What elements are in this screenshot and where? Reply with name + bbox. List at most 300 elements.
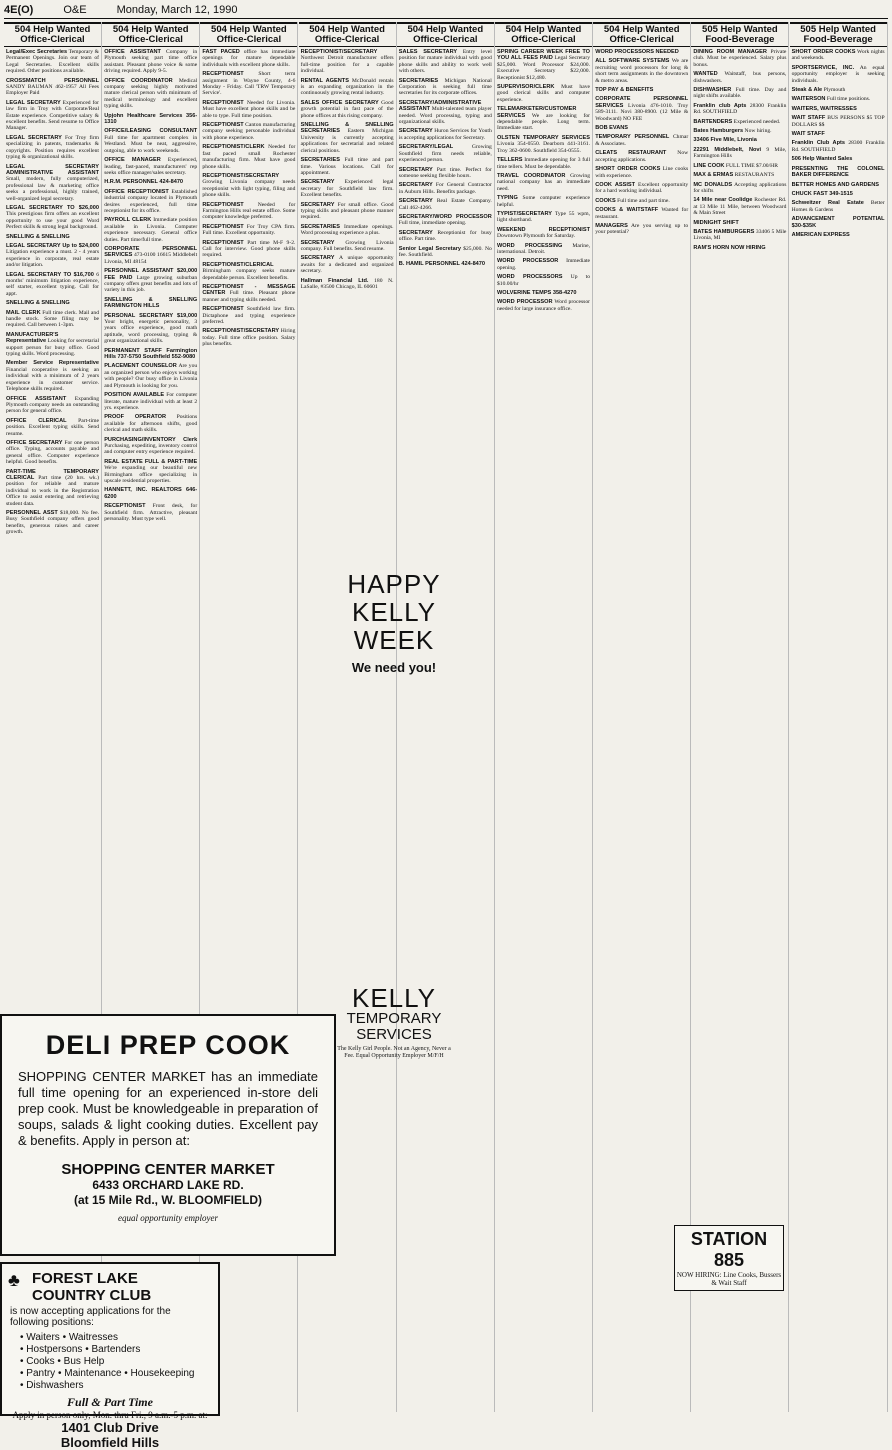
classified-ad [792, 49, 885, 62]
station-text: NOW HIRING: Line Cooks, Bussers & Wait Staff [676, 1271, 782, 1287]
column-heading: 504 Help Wanted Office-Clerical [200, 22, 297, 47]
ad-heading: 506 Help Wanted Sales [791, 156, 853, 163]
masthead [4, 2, 888, 19]
ad-heading: TYPIST/SECRETARY [497, 210, 553, 217]
ad-body: Real Estate Company. Call 462-4266. [398, 198, 492, 211]
forest-city: Bloomfield Hills [60, 1435, 160, 1450]
ad-heading: SHORT ORDER COOKS [595, 166, 661, 173]
classified-ad [301, 78, 394, 97]
classified-ad [595, 223, 688, 236]
classified-ad [595, 58, 688, 84]
ad-body: Experienced needed. [733, 118, 781, 125]
ad-body: We're expanding our beautiful new Birmingham office specializing in upscale residential properties. [104, 465, 198, 484]
ad-heading: SALES OFFICE SECRETARY [300, 99, 379, 106]
ad-body: Needed for fast paced small Rochester manufacturing firm. Must have good phone skills. [202, 144, 296, 170]
ad-body: Waitstaff, bus persons, dishwashers. [693, 71, 787, 84]
classified-ad [202, 328, 295, 347]
ad-body: Growing Southfield firm needs reliable, experienced person. [398, 144, 492, 164]
classified-ad [693, 197, 786, 216]
classified-ad [792, 216, 885, 229]
classified-column [495, 22, 593, 1412]
ad-body: Needed for Livonia. Must have excellent phone skills and be able to type. Full time position. [202, 99, 296, 119]
classified-ad [6, 272, 99, 298]
ad-heading: PERSONNEL ASSISTANT $20,000 FEE PAID [104, 268, 198, 281]
ad-body: Experienced for law firm in Troy with Corporate/Real Estate experience. Competitive salary & excellent benefits. Send resume to Office Manager. [6, 99, 99, 132]
ad-heading: SECRETARY [398, 198, 433, 205]
ad-body: Line cooks with experience. [595, 166, 689, 179]
ad-heading: TYPING [497, 195, 518, 202]
ad-heading: WAITERSON [791, 96, 826, 103]
ad-heading: RECEPTIONIST [202, 99, 244, 106]
classified-ad [6, 360, 99, 392]
ad-body: Growing national company has an immediate need. [497, 172, 590, 192]
ad-body: For Troy CPA firm. Full time. Excellent opportunity. [202, 223, 296, 237]
ad-body: Receptionist for busy office. Part time. [398, 229, 492, 243]
paper-name: O&E [63, 4, 87, 16]
ad-body: Are you an organized person who enjoys working with people? Our busy office in Livonia and Plymouth is looking for you. [104, 363, 198, 389]
classified-ad [104, 128, 197, 154]
ad-heading: RECEPTIONIST/SECRETARY [202, 172, 280, 179]
ad-body: 9 Mile, Farmington Hills [693, 146, 787, 160]
ad-body: Experienced legal secretary for Southfield law firm. Excellent benefits. [300, 179, 394, 199]
classified-ad [6, 332, 99, 358]
column-heading: 504 Help Wanted Office-Clerical [495, 22, 592, 47]
ad-heading: LEGAL SECRETARY Up to $24,000 [6, 242, 99, 249]
ad-heading: OFFICE CLERICAL [6, 417, 67, 424]
forest-title: FOREST LAKE COUNTRY CLUB [32, 1270, 152, 1304]
classified-ad [301, 157, 394, 176]
ad-body: Full time and part time. [617, 197, 670, 204]
ad-body: Growing Livonia company needs receptionist with light typing, filing and phone skills. [202, 179, 296, 199]
ad-heading: BETTER HOMES AND GARDENS [791, 181, 880, 188]
ad-body: FULL TIME $7.00/HR [725, 162, 778, 169]
classified-ad [104, 503, 197, 522]
classified-ad [104, 348, 197, 361]
classified-ad [792, 191, 885, 197]
ad-heading: HANNETT, INC. REALTORS 646-6200 [104, 487, 198, 500]
ad-body: For Troy firm specializing in patents, trademarks & copyrights. Position requires excellent typing & organizational skills. [6, 134, 99, 161]
classified-ad [693, 229, 786, 242]
ad-heading: Franklin club Apts [693, 102, 747, 109]
ad-body: Immediate openings. Word processing experience a plus. [300, 223, 394, 237]
ad-heading: B. HAMIL PERSONNEL 424-8470 [398, 261, 486, 268]
forest-sub: is now accepting applications for the following positions: [10, 1306, 171, 1328]
classified-ad [497, 274, 590, 287]
ad-body: Huron Services for Youth is accepting applications for Secretary. [398, 128, 492, 141]
ad-body: Immediate opening for 3 full time tellers. Must be dependable. [497, 157, 590, 170]
classified-ad [693, 119, 786, 125]
ad-heading: REAL ESTATE FULL & PART-TIME [104, 458, 198, 465]
classified-ad [792, 87, 885, 93]
forest-fulltime: Full & Part Time [67, 1395, 153, 1409]
kelly-need: We need you! [351, 660, 437, 675]
ad-body: Looking for secretarial support person for busy office. Good typing skills. Word processing. [6, 338, 99, 358]
ad-heading: Senior Legal Secretary [398, 245, 461, 252]
classified-ad [6, 78, 99, 97]
classified-ad [693, 147, 786, 160]
classified-ad [104, 268, 197, 294]
station-885-ad [674, 1225, 784, 1291]
ad-heading: TELEMARKETER/CUSTOMER SERVICES [497, 106, 577, 119]
ad-body: A unique opportunity awaits for a dedicated and organized secretary. [300, 255, 394, 275]
ad-body: For small office. Good typing skills and pleasant phone manner required. [300, 201, 394, 221]
ad-body: McDonald rentals is an expanding organization in the continuously growing rental industry. [300, 77, 394, 97]
classified-ad [595, 207, 688, 220]
ad-heading: PURCHASING/INVENTORY Clerk [104, 436, 198, 443]
ad-heading: DINING ROOM MANAGER [693, 49, 767, 55]
ad-body: Type 55 wpm, light shorthand. [497, 210, 590, 224]
classified-ad [497, 157, 590, 170]
ad-body: office has immediate openings for mature dependable individuals with excellent phone skills. [202, 49, 296, 68]
ad-heading: WORD PROCESSORS NEEDED [595, 49, 679, 55]
ad-heading: SUPERVISOR/CLERK [497, 84, 555, 91]
kelly2-line2: TEMPORARY [346, 1010, 442, 1027]
classified-ad [792, 182, 885, 188]
happy-kelly-week-ad [332, 570, 456, 720]
classified-ad [497, 195, 590, 208]
ad-body: Private club. Must be experienced. Salary plus bonus. [693, 49, 787, 68]
ad-heading: SECRETARY/WORD PROCESSOR [398, 213, 492, 220]
classified-ad [693, 87, 786, 100]
ad-heading: RECEPTIONIST [202, 201, 244, 208]
ad-heading: OFFICE ASSISTANT [6, 395, 67, 402]
ad-body: Multi-talented team player needed. Word processing, typing and organizational skills. [398, 106, 492, 126]
ad-heading: OFFICE ASSISTANT [104, 49, 161, 55]
classified-ad [693, 245, 786, 251]
classified-ad [202, 240, 295, 259]
classified-ad [104, 363, 197, 389]
ad-body: 180 N. LaSalle, #3500 Chicago, IL 60601 [300, 277, 394, 290]
ad-heading: RECEPTIONIST [104, 503, 146, 510]
ad-heading: RENTAL AGENTS [300, 77, 349, 84]
ad-body: Birmingham company seeks mature dependable person. Excellent benefits. [202, 268, 296, 281]
ad-body: We are looking for dependable people. Long term. Immediate start. [497, 112, 590, 132]
classified-ad [104, 49, 197, 75]
forest-lake-ad [0, 1262, 220, 1450]
classified-ad [104, 217, 197, 243]
ad-body: Now accepting applications. [595, 150, 689, 163]
classified-ad [301, 179, 394, 198]
classified-ad [595, 96, 688, 122]
ad-heading: WOLVERINE TEMPS 358-4270 [497, 290, 577, 296]
ad-body: Better Homes & Gardens [791, 200, 885, 213]
list-item: • Cooks • Bus Help [20, 1356, 105, 1367]
ad-heading: MIDNIGHT SHIFT [693, 219, 739, 226]
ad-body: Word processor needed for large insurance office. [497, 299, 590, 312]
ad-body: Plymouth [823, 87, 846, 94]
classified-ad [399, 128, 492, 141]
classified-ad [693, 128, 786, 134]
ad-heading: PAYROLL CLERK [104, 217, 152, 224]
ad-heading: RECEPTIONIST/CLERICAL [202, 261, 274, 268]
classified-ad [104, 392, 197, 411]
classified-ad [497, 290, 590, 296]
column-heading: 505 Help Wanted Food-Beverage [691, 22, 788, 47]
ad-body: Full time positions. [826, 96, 871, 103]
ad-body: Purchasing, expediting, inventory control and computer entry experience required. [104, 442, 198, 456]
ad-heading: WORD PROCESSORS [497, 274, 563, 281]
classified-ad [497, 243, 590, 256]
ad-heading: Bates Hamburgers [693, 128, 744, 135]
classified-ad [792, 166, 885, 179]
deli-prep-cook-ad [0, 1014, 336, 1256]
classified-ad [595, 134, 688, 147]
ad-heading: AMERICAN EXPRESS [791, 231, 850, 238]
classified-ad [399, 144, 492, 163]
ad-body: Work nights and weekends. [791, 49, 885, 62]
ad-heading: SECRETARY [300, 201, 335, 208]
classified-ad [399, 100, 492, 126]
ad-heading: OFFICE SECRETARY [6, 439, 63, 446]
ad-body: Livonia 476-1010. Troy 589-3111. Novi 380-8900. (12 Mile & Woodward) NO FEE [595, 102, 689, 122]
list-item: • Pantry • Maintenance • Housekeeping [20, 1368, 195, 1379]
classified-ad [6, 243, 99, 269]
ad-heading: BARTENDERS [693, 118, 733, 125]
list-item: • Waiters • Waitresses [20, 1332, 118, 1343]
ad-body: Full time clerk. Mail and handle stock. Some filing may be required. Call between 1-3pm. [6, 309, 100, 329]
classified-ad [497, 299, 590, 312]
ad-body: Front desk, for Southfield firm. Attractive, pleasant personality. Must type well. [104, 503, 198, 522]
ad-heading: Steak & Ale [791, 87, 823, 94]
ad-heading: MANAGERS [595, 222, 628, 229]
list-item: • Hostpersons • Bartenders [20, 1344, 141, 1355]
ad-heading: OFFICE/LEASING CONSULTANT [104, 128, 198, 135]
ad-heading: RECEPTIONIST [202, 71, 244, 78]
classified-ad [6, 135, 99, 161]
ad-heading: SNELLING & SNELLING [6, 300, 70, 307]
ad-heading: LEGAL SECRETARY TO $16,700 [6, 271, 94, 278]
ad-heading: ADVANCEMENT POTENTIAL $30-$35K [791, 216, 885, 229]
ad-body: Up to $10.00/hr [497, 274, 590, 287]
deli-store: SHOPPING CENTER MARKET [61, 1161, 275, 1178]
ad-body: Southfield law firm. Dictaphone and typing experience preferred. [202, 306, 296, 326]
ad-body: Growing Livonia company. Full benefits. Send resume. [300, 239, 394, 252]
ad-body: This prestigious firm offers an excellent opportunity to use your good Word Perfect skills & strong legal background. [6, 211, 99, 231]
ad-body: Part time. Perfect for someone seeking flexible hours. [398, 166, 492, 179]
ad-body: Are you serving up to your potential? [595, 222, 689, 236]
ad-heading: WORD PROCESSOR [497, 258, 559, 265]
ad-body: Medical company seeking highly motivated mature clerical person with minimum of medical terminology and excellent typing skills. [104, 77, 198, 110]
forest-apply: Apply in person only, Mon. thru Fri., 9 a.m.-5 p.m. at: [12, 1410, 208, 1420]
ad-body: Large growing suburban company offers great benefits and lots of variety in this job. [104, 274, 198, 294]
classified-ad [202, 306, 295, 325]
classified-ad [497, 84, 590, 103]
column-heading: 504 Help Wanted Office-Clerical [4, 22, 101, 47]
ad-heading: SPRING CAREER WEEK FREE TO YOU ALL FEES PAID [497, 49, 590, 62]
ad-body: For computer literate, mature individual with at least 2 yrs. experience. [104, 392, 198, 411]
classified-ad [301, 224, 394, 237]
classified-ad [399, 198, 492, 211]
ad-heading: SECRETARY [300, 179, 335, 186]
classified-ad [6, 164, 99, 202]
ad-heading: PLACEMENT COUNSELOR [104, 363, 177, 370]
ad-heading: SECRETARY/ADMINISTRATIVE ASSISTANT [398, 99, 482, 113]
ad-body: Chmar & Associates. [595, 134, 689, 147]
ad-body: Some computer experience helpful. [497, 195, 590, 208]
list-item: • Dishwashers [20, 1380, 84, 1391]
ad-heading: RECEPTIONIST [202, 306, 244, 313]
ad-heading: TRAVEL COORDINATOR [497, 172, 566, 179]
classified-ad [202, 71, 295, 97]
ad-heading: RECEPTIONIST [202, 122, 244, 129]
ad-heading: OFFICE COORDINATOR [104, 77, 173, 84]
classified-ad [399, 230, 492, 243]
ad-body: Expanding Plymouth company needs an outstanding person for general office. [6, 395, 99, 415]
ad-body: Good growth potential in fast pace of the phone offices at this rising company. [300, 99, 394, 119]
classified-ad [693, 163, 786, 169]
deli-address-note: (at 15 Mile Rd., W. BLOOMFIELD) [73, 1193, 262, 1207]
kelly2-line1: KELLY [351, 983, 436, 1013]
kelly-temporary-ad [332, 985, 456, 1060]
ad-body: Part time (20 hrs. wk.) position for reliable and mature individual to work in the Registration Office to assist entering and retrieving student data. [6, 474, 99, 507]
ad-heading: SECRETARIES [300, 157, 340, 164]
ad-heading: BATES HAMBURGERS [693, 228, 755, 235]
ad-body: Northwest Detroit manufacturer offers full-time position for a capable individual. [300, 55, 394, 75]
ad-heading: PRESENTING THE COLONEL BAKER DIFFERENCE [791, 165, 885, 179]
classified-ad [693, 172, 786, 178]
ad-heading: LINE COOK [693, 162, 725, 169]
ad-heading: WAITERS, WAITRESSES [791, 105, 857, 112]
classified-ad [693, 220, 786, 226]
classified-ad [202, 49, 295, 68]
classified-ad [202, 262, 295, 281]
ad-heading: SECRETARY [398, 229, 433, 236]
classified-ad [399, 214, 492, 227]
ad-body: SANDY BAUMAN 462-1957 All Fees Employer Paid [6, 84, 99, 97]
ad-body: Part time M-F 9-2. Call for interview. Good phone skills required. [202, 239, 296, 259]
classified-ad [595, 182, 688, 195]
ad-heading: Franklin Club Apts [791, 140, 845, 147]
ad-heading: Schweitzer Real Estate [791, 200, 864, 207]
ad-heading: SECRETARY [300, 239, 335, 246]
classified-ad [792, 65, 885, 84]
kelly2-line3: SERVICES [356, 1026, 432, 1043]
ad-heading: PERSONNEL ASST [6, 510, 58, 516]
classified-ad [6, 49, 99, 75]
ad-body: Canton manufacturing company seeking personable individual with phone experience. [202, 122, 296, 141]
ad-heading: MC DONALDS [693, 181, 733, 188]
classified-ad [6, 205, 99, 231]
ad-heading: RECEPTIONIST [202, 239, 244, 246]
ad-body: BUS PERSONS $5 TOP DOLLARS $$ [791, 115, 885, 128]
classified-ad [6, 396, 99, 415]
ad-body: We are recruiting word processors for long & short term assignments in the downtown & metro areas. [595, 58, 689, 84]
ad-heading: SNELLING & SNELLING FARMINGTON HILLS [104, 296, 198, 310]
ad-heading: CHUCK FAST 349-1515 [791, 190, 853, 197]
ad-body: Small, modern, fully computerized, professional law & marketing office seeks a professional, highly trained, well-organized legal secretary. [6, 176, 99, 202]
column-heading: 504 Help Wanted Office-Clerical [397, 22, 494, 47]
column-heading: 504 Help Wanted Office-Clerical [299, 22, 396, 47]
ad-body: Must have good clerical skills and computer experience. [497, 84, 590, 103]
ad-body: For General Contractor in Auburn Hills. Benefits package. [398, 182, 492, 195]
ad-heading: WANTED [693, 71, 718, 78]
ad-body: Michigan National Corporation is seeking full time secretaries for its corporate offices. [398, 77, 492, 97]
ad-body: Full time. Pleasant phone manner and typing skills needed. [202, 290, 296, 303]
ad-heading: TOP PAY & BENEFITS [595, 87, 654, 94]
ad-body: Immediate opening. [497, 258, 590, 271]
classified-ad [6, 100, 99, 132]
classified-ad [301, 240, 394, 253]
ad-body: Excellent opportunity for a hard working individual. [595, 181, 689, 195]
ad-heading: WEEKEND RECEPTIONIST [497, 226, 590, 233]
classified-ad [104, 179, 197, 185]
classified-ad [595, 125, 688, 131]
forest-positions [20, 1332, 218, 1392]
ad-body: RESTAURANTS [734, 172, 775, 179]
ad-body: Company in Plymouth seeking part time office assistant. Pleasant phone voice & some driving required. Apply 9-5. [104, 49, 198, 75]
ad-body: $25,000. No fee. Southfield. [398, 245, 492, 258]
ad-body: Litigation experience a must. 2 - 4 years experience in corporate, real estate and/or litigation. [6, 249, 99, 269]
classified-ad [301, 202, 394, 221]
ad-heading: 22291 Middlebelt, Novi [693, 146, 762, 153]
ad-heading: BOB EVANS [595, 125, 629, 132]
classified-ad [202, 173, 295, 199]
classified-ad [301, 49, 394, 75]
classified-ad [104, 459, 197, 485]
classified-ad [104, 297, 197, 310]
kelly2-small: The Kelly Girl People. Not an Agency, Never a Fee. Equal Opportunity Employer M/F/H [337, 1046, 451, 1059]
ad-heading: POSITION AVAILABLE [104, 392, 165, 399]
ad-body: Livonia 354-0550. Dearborn 441-3161. Troy 362-0600. Southfield 354-0555. [497, 141, 590, 154]
ad-heading: RECEPTIONIST/SECRETARY [202, 328, 280, 335]
ad-heading: DISHWASHER [693, 87, 732, 94]
classified-ad [595, 198, 688, 204]
ad-body: Short term assignment in Wayne County, 4-6 Monday - Friday. Call 'TRW Temporary Service'. [202, 71, 296, 97]
ad-body: $18,000. No fee. Busy Southfield company offers good benefits, generous raises and career growth. [6, 510, 99, 536]
deli-title: DELI PREP COOK [45, 1030, 291, 1060]
ad-body: Hiring today. Full time office position. Salary plus benefits. [202, 328, 296, 348]
classified-ad [6, 440, 99, 466]
ad-heading: SECRETARY [300, 255, 335, 262]
ad-heading: SECRETARIES [300, 223, 340, 230]
forest-address: 1401 Club Drive [61, 1420, 159, 1435]
ad-heading: PERMANENT STAFF Farmington Hills 737-5750 Southfield 552-9080 [104, 347, 198, 361]
classified-ad [399, 182, 492, 195]
ad-body: Experienced, leading, fast-paced, manufacturers' rep seeks office manager/sales secretary. [104, 157, 198, 176]
ad-heading: WORD PROCESSOR [497, 299, 553, 306]
ad-heading: MAX & ERMAS [693, 172, 734, 179]
classified-ad [693, 137, 786, 143]
ad-heading: SALES SECRETARY [398, 49, 458, 55]
ad-body: Temporary & Permanent Openings. Join our team of Legal Secretaries. Excellent skills required. Other positions available. [6, 49, 99, 75]
classified-ad [399, 78, 492, 97]
ad-heading: Hallman Financial Ltd. [300, 277, 369, 284]
ad-heading: 33406 Five Mile, Livonia [693, 137, 757, 144]
classified-ad [202, 224, 295, 237]
ad-heading: TEMPORARY PERSONNEL [595, 134, 670, 141]
tree-icon: ♣ [8, 1270, 20, 1290]
ad-heading: RAM'S HORN NOW HIRING [693, 244, 766, 251]
classified-ad [497, 258, 590, 271]
ad-heading: ALL SOFTWARE SYSTEMS [595, 58, 670, 65]
ad-body: For one person office. Typing, accounts payable and general office. Computer experience helpful. Good benefits. [6, 439, 99, 466]
ad-body: Downtown Plymouth for Saturday. [497, 233, 576, 240]
classified-ad [595, 150, 688, 163]
classified-ad [497, 49, 590, 81]
ad-heading: COOKS & WAITSTAFF [595, 207, 659, 214]
classified-ad [6, 310, 99, 329]
ad-body: 6 months' minimum litigation experience, self starter, excellent typing. Call for appt. [6, 271, 99, 297]
classified-ad [6, 469, 99, 507]
column-heading: 504 Help Wanted Office-Clerical [593, 22, 690, 47]
classified-ad [595, 49, 688, 55]
ad-heading: FAST PACED [202, 49, 240, 55]
ad-heading: Upjohn Healthcare Services 356-1310 [104, 112, 198, 126]
classified-ad [792, 200, 885, 213]
classified-ad [6, 418, 99, 437]
ad-heading: TELLERS [497, 157, 523, 164]
ad-body: Immediate position available in Livonia. Computer experience necessary. General office duties. Part time/full time. [104, 217, 198, 243]
